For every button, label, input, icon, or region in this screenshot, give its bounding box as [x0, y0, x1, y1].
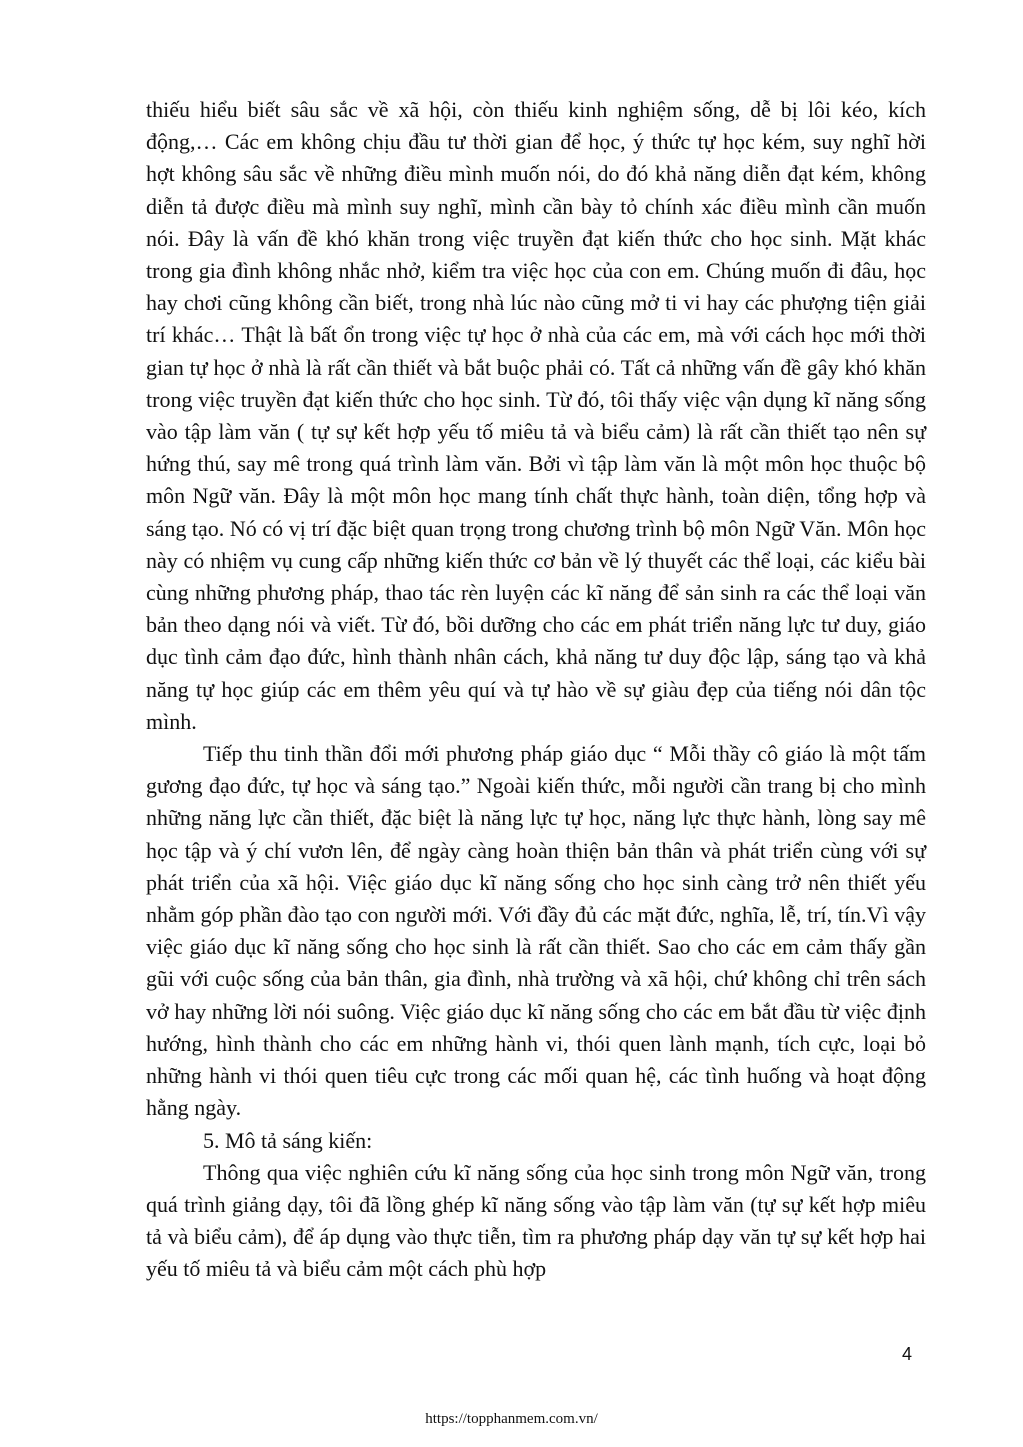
section-heading: 5. Mô tả sáng kiến:: [203, 1127, 373, 1153]
document-body: [146, 94, 926, 1286]
paragraph-innovation: Tiếp thu tinh thần đổi mới phương pháp giáo dục “ Mỗi thầy cô giáo là một tấm gương đạo đức, tự học và sáng tạo.” Ngoài kiến thức, mỗi người cần trang bị cho mình những năng lực cần thiết, đặc biệt là năng lực tự học, năng lực thực hành, lòng say mê học tập và ý chí vươn lên, để ngày càng hoàn thiện bản thân và phát triển cùng với sự phát triển của xã hội. Việc giáo dục kĩ năng sống cho học sinh càng trở nên thiết yếu nhằm góp phần đào tạo con người mới. Với đầy đủ các mặt đức, nghĩa, lễ, trí, tín.Vì vậy việc giáo dục kĩ năng sống cho học sinh là rất cần thiết. Sao cho các em cảm thấy gần gũi với cuộc sống của bản thân, gia đình, nhà trường và xã hội, chứ không chỉ trên sách vở hay những lời nói suông. Việc giáo dục kĩ năng sống cho các em bắt đầu từ việc định hướng, hình thành cho các em những hành vi, thói quen lành mạnh, tích cực, loại bỏ những hành vi thói quen tiêu cực trong các mối quan hệ, các tình huống và hoạt động hằng ngày.: [146, 741, 926, 1121]
footer-url: https://topphanmem.com.vn/: [425, 1411, 598, 1427]
paragraph-continuation: thiếu hiểu biết sâu sắc về xã hội, còn thiếu kinh nghiệm sống, dễ bị lôi kéo, kích động,… Các em không chịu đầu tư thời gian để học, ý thức tự học kém, suy nghĩ hời hợt không sâu sắc về những điều mình muốn nói, do đó khả năng diễn đạt kém, không diễn tả được điều mà mình suy nghĩ, mình cần bày tỏ chính xác điều mình cần muốn nói. Đây là vấn đề khó khăn trong việc truyền đạt kiến thức cho học sinh. Mặt khác trong gia đình không nhắc nhở, kiểm tra việc học của con em. Chúng muốn đi đâu, học hay chơi cũng không cần biết, trong nhà lúc nào cũng mở ti vi hay các phượng tiện giải trí khác… Thật là bất ổn trong việc tự học ở nhà của các em, mà với cách học mới thời gian tự học ở nhà là rất cần thiết và bắt buộc phải có. Tất cả những vấn đề gây khó khăn trong việc truyền đạt kiến thức cho học sinh. Từ đó, tôi thấy việc vận dụng kĩ năng sống vào tập làm văn ( tự sự kết hợp yếu tố miêu tả và biểu cảm) là rất cần thiết tạo nên sự hứng thú, say mê trong quá trình làm văn. Bởi vì tập làm văn là một môn học thuộc bộ môn Ngữ văn. Đây là một môn học mang tính chất thực hành, toàn diện, tổng hợp và sáng tạo. Nó có vị trí đặc biệt quan trọng trong chương trình bộ môn Ngữ Văn. Môn học này có nhiệm vụ cung cấp những kiến thức cơ bản về lý thuyết các thể loại, các kiểu bài cùng những phương pháp, thao tác rèn luyện các kĩ năng để sản sinh ra các thể loại văn bản theo dạng nói và viết. Từ đó, bồi dưỡng cho các em phát triển năng lực tư duy, giáo dục tình cảm đạo đức, hình thành nhân cách, khả năng tư duy độc lập, sáng tạo và khả năng tự học giúp các em thêm yêu quí và tự hào về sự giàu đẹp của tiếng nói dân tộc mình.: [146, 97, 926, 734]
paragraph-description: Thông qua việc nghiên cứu kĩ năng sống của học sinh trong môn Ngữ văn, trong quá trình giảng dạy, tôi đã lồng ghép kĩ năng sống vào tập làm văn (tự sự kết hợp miêu tả và biểu cảm), để áp dụng vào thực tiễn, tìm ra phương pháp dạy văn tự sự kết hợp hai yếu tố miêu tả và biểu cảm một cách phù hợp: [146, 1159, 926, 1282]
page-number: 4: [902, 1344, 913, 1364]
